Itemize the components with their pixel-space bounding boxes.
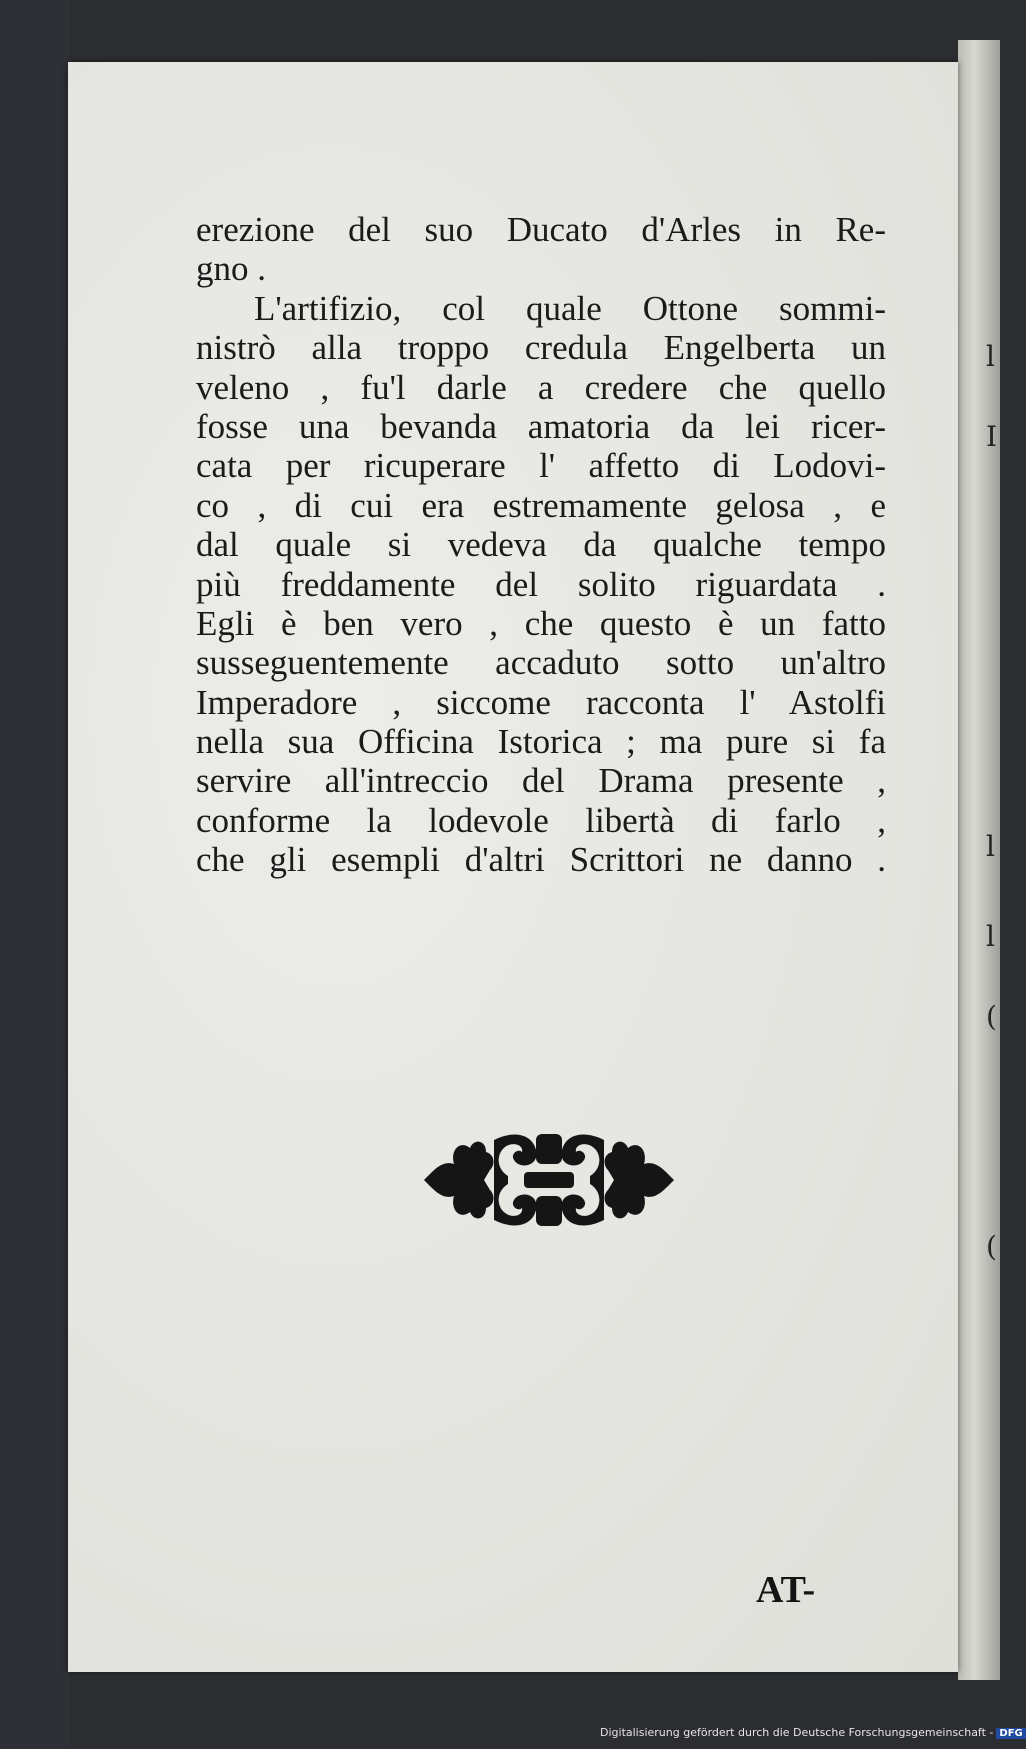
text-line: co , di cui era estremamente gelosa , e (196, 485, 886, 525)
text-line: veleno , fu'l darle a credere che quello (196, 367, 886, 407)
text-line: conforme la lodevole libertà di farlo , (196, 800, 886, 840)
credit-text: Digitalisierung gefördert durch die Deutsche Forschungsgemeinschaft - (600, 1726, 994, 1739)
scan-background-left (0, 0, 70, 1749)
text-line: che gli esempli d'altri Scrittori ne danno . (196, 840, 886, 880)
text-line: gno . (196, 249, 266, 289)
text-line: susseguentemente accaduto sotto un'altro (196, 643, 886, 683)
text-line: cata per ricuperare l' affetto di Lodovi- (196, 446, 886, 486)
text-line: Egli è ben vero , che questo è un fatto (196, 603, 886, 643)
printers-ornament (424, 1120, 674, 1240)
text-line: nistrò alla troppo credula Engelberta un (196, 328, 886, 368)
text-line: fosse una bevanda amatoria da lei ricer- (196, 406, 886, 446)
text-line: erezione del suo Ducato d'Arles in Re- (196, 210, 886, 249)
bleed-through-text (230, 880, 910, 919)
adjacent-page-edge (958, 40, 1000, 1680)
adjacent-page-marks: l I l l ( ( (986, 340, 998, 1263)
text-line: servire all'intreccio del Drama presente , (196, 761, 886, 801)
text-line: Imperadore , siccome racconta l' Astolfi (196, 682, 886, 722)
digitization-credit (600, 1726, 1026, 1739)
text-line: dal quale si vedeva da qualche tempo (196, 525, 886, 565)
text-line: più freddamente del solito riguardata . (196, 564, 886, 604)
dfg-logo: DFG (996, 1728, 1025, 1739)
body-text (196, 210, 886, 880)
text-line: nella sua Officina Istorica ; ma pure si fa (196, 722, 886, 762)
catchword: AT- (756, 1569, 816, 1611)
text-line: L'artifizio, col quale Ottone sommi- (254, 288, 886, 328)
